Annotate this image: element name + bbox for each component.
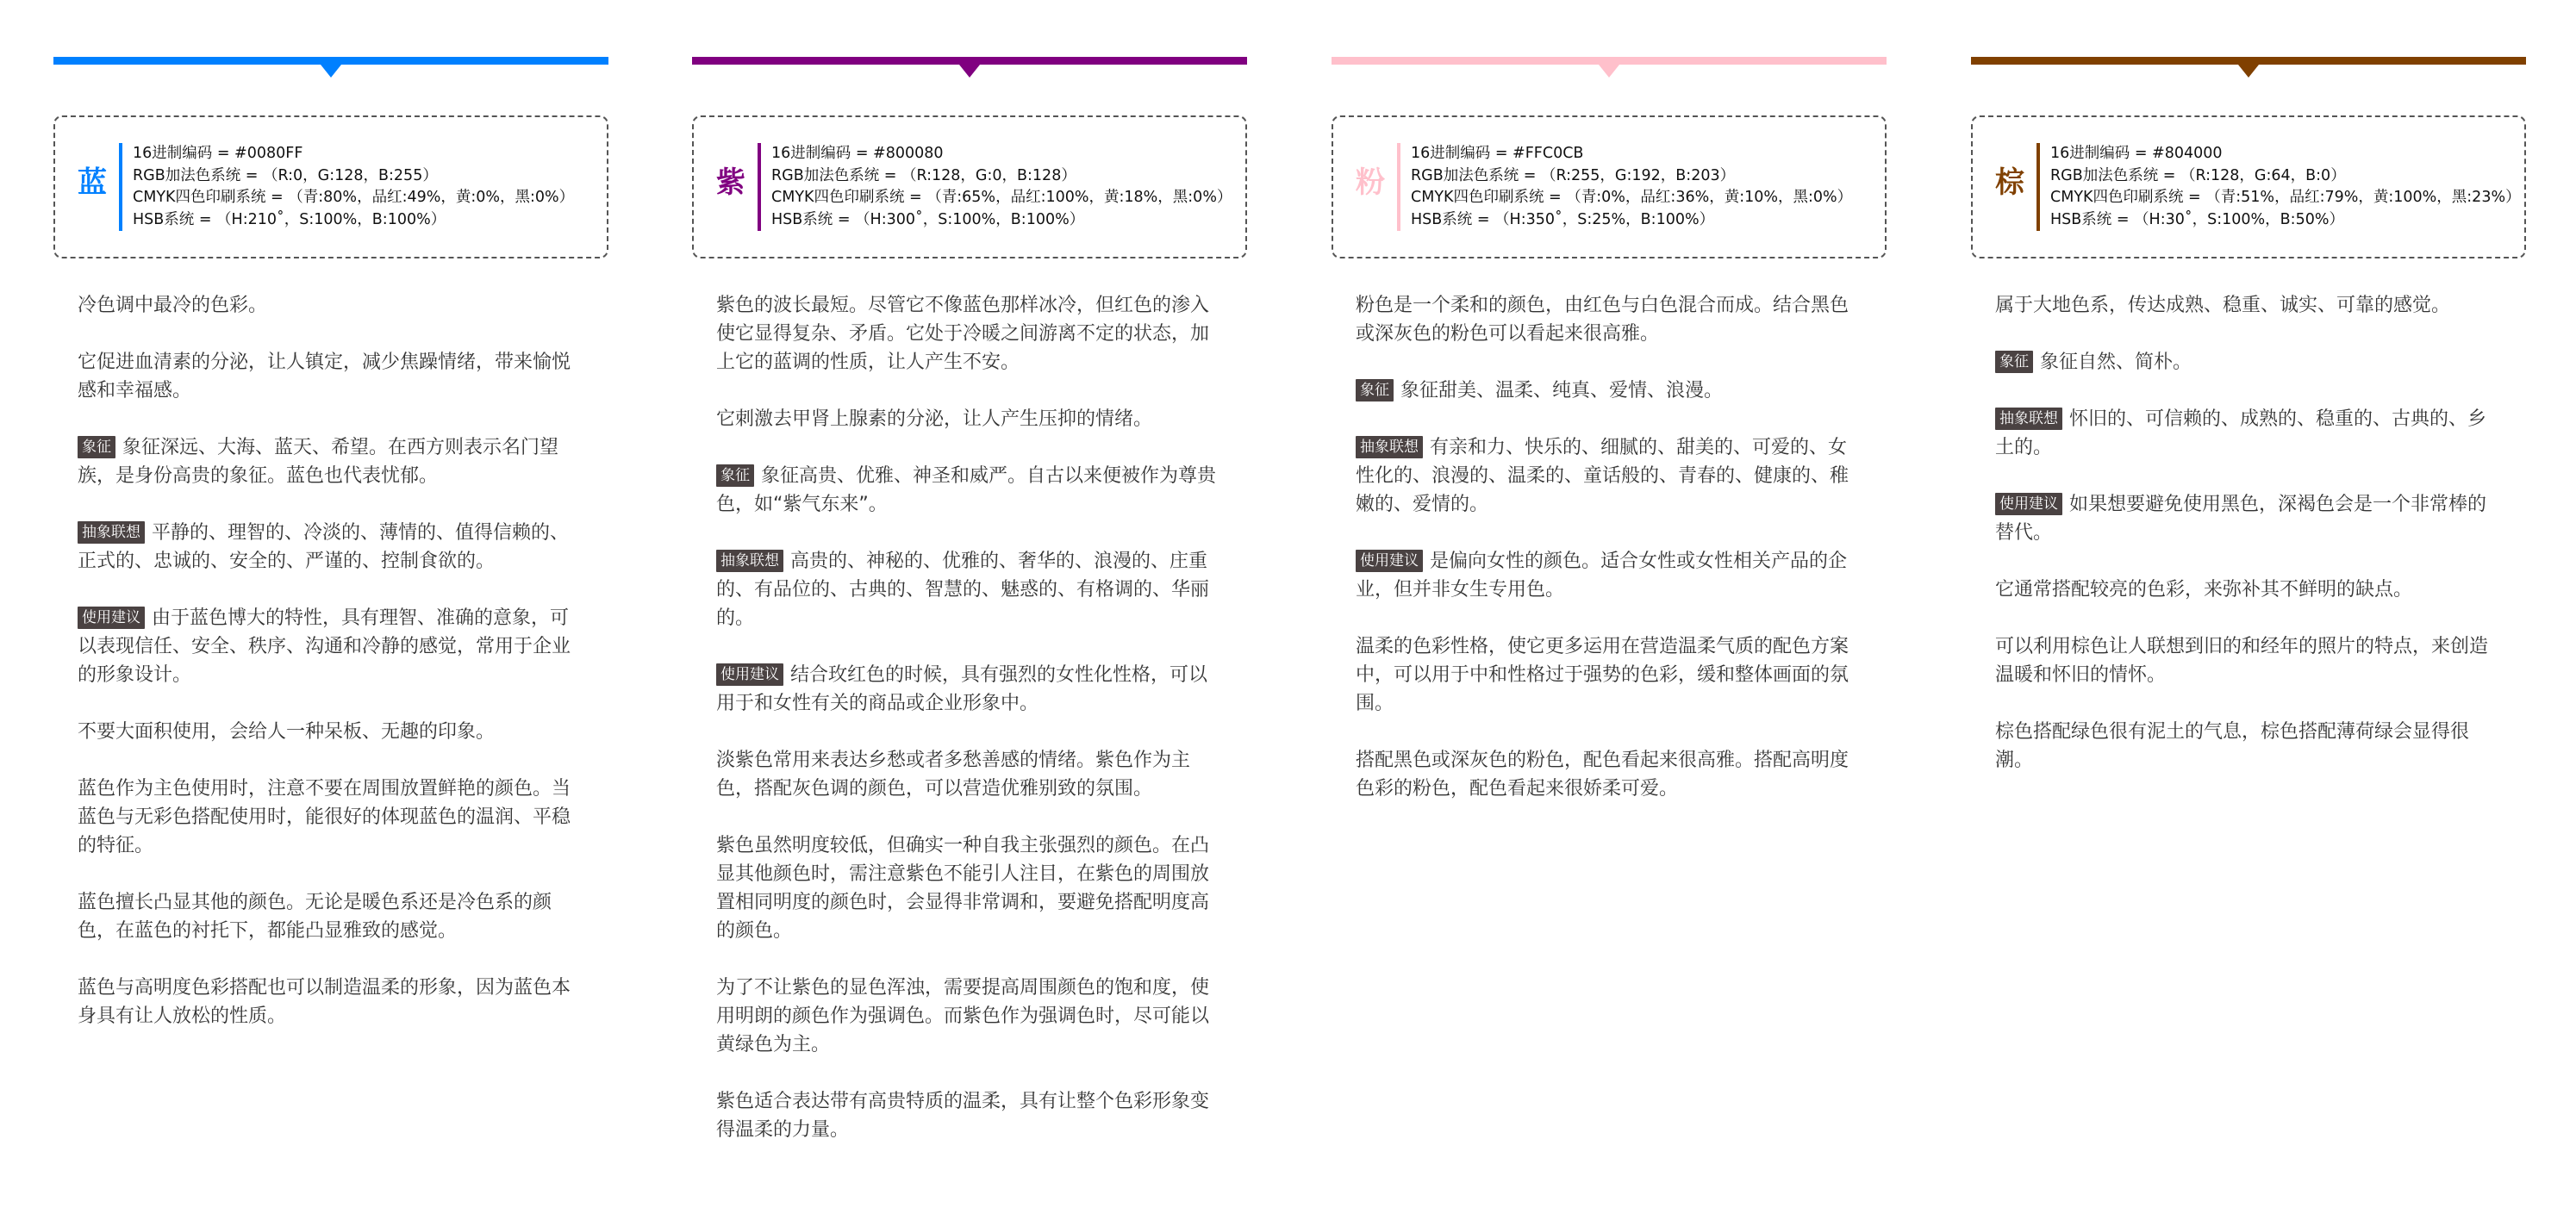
description-paragraph (1356, 746, 1859, 803)
cmyk-code-line: CMYK四色印刷系统 = （青:0%，品红:36%，黄:10%，黑:0%） (1411, 189, 1853, 206)
description-paragraph (1995, 490, 2498, 547)
color-description (716, 291, 1219, 1173)
hex-code-line: 16进制编码 = #804000 (2050, 145, 2223, 162)
description-paragraph (716, 831, 1219, 945)
color-description (78, 291, 581, 1059)
description-paragraph (1995, 348, 2498, 377)
description-paragraph (716, 974, 1219, 1059)
description-paragraph (78, 433, 581, 490)
rgb-code-line: RGB加法色系统 = （R:0，G:128，B:255） (133, 166, 438, 184)
pointer-triangle-icon (321, 65, 341, 78)
rgb-code-line: RGB加法色系统 = （R:128，G:0，B:128） (771, 166, 1076, 184)
paragraph-text: 属于大地色系，传达成熟、稳重、诚实、可靠的感觉。 (1995, 295, 2451, 316)
paragraph-text: 怀旧的、可信赖的、成熟的、稳重的、古典的、乡土的。 (1995, 408, 2487, 458)
pointer-triangle-icon (959, 65, 980, 78)
paragraph-text: 它通常搭配较亮的色彩，来弥补其不鲜明的缺点。 (1995, 579, 2413, 601)
category-tag: 象征 (1356, 379, 1394, 401)
paragraph-text: 高贵的、神秘的、优雅的、奢华的、浪漫的、庄重的、有品位的、古典的、智慧的、魅惑的、有格调的、华丽的。 (716, 551, 1210, 629)
color-codes (2050, 143, 2521, 231)
cmyk-code-line: CMYK四色印刷系统 = （青:80%，品红:49%，黄:0%，黑:0%） (133, 189, 575, 206)
hsb-code-line: HSB系统 = （H:30˚，S:100%，B:50%） (2050, 210, 2344, 228)
description-paragraph (716, 291, 1219, 377)
color-name: 棕 (1995, 165, 2024, 200)
color-codes (1411, 143, 1852, 231)
accent-divider (1397, 143, 1400, 231)
cmyk-code-line: CMYK四色印刷系统 = （青:65%，品红:100%，黄:18%，黑:0%） (771, 189, 1232, 206)
color-info-box (53, 115, 608, 258)
accent-divider (758, 143, 761, 231)
category-tag: 抽象联想 (1995, 408, 2062, 430)
paragraph-text: 有亲和力、快乐的、细腻的、甜美的、可爱的、女性化的、浪漫的、温柔的、童话般的、青春的、健康的、稚嫩的、爱情的。 (1356, 437, 1849, 515)
description-paragraph (716, 746, 1219, 803)
color-description (1356, 291, 1859, 831)
color-name: 紫 (716, 165, 745, 200)
description-paragraph (78, 775, 581, 860)
description-paragraph (1995, 291, 2498, 320)
accent-divider (2036, 143, 2040, 231)
paragraph-text: 它促进血清素的分泌，让人镇定，减少焦躁情绪，带来愉悦感和幸福感。 (78, 352, 571, 401)
description-paragraph (716, 405, 1219, 433)
color-codes (133, 143, 574, 231)
pointer-triangle-icon (1599, 65, 1619, 78)
paragraph-text: 不要大面积使用，会给人一种呆板、无趣的印象。 (78, 721, 496, 743)
description-paragraph (78, 604, 581, 689)
hex-code-line: 16进制编码 = #0080FF (133, 145, 303, 162)
description-paragraph (78, 348, 581, 405)
category-tag: 抽象联想 (78, 521, 145, 544)
paragraph-text: 由于蓝色博大的特性，具有理智、准确的意象，可以表现信任、安全、秩序、沟通和冷静的感觉，常用于企业的形象设计。 (78, 607, 571, 686)
cmyk-code-line: CMYK四色印刷系统 = （青:51%，品红:79%，黄:100%，黑:23%） (2050, 189, 2521, 206)
paragraph-text: 粉色是一个柔和的颜色，由红色与白色混合而成。结合黑色或深灰色的粉色可以看起来很高雅。 (1356, 295, 1849, 345)
paragraph-text: 蓝色作为主色使用时，注意不要在周围放置鲜艳的颜色。当蓝色与无彩色搭配使用时，能很好的体现蓝色的温润、平稳的特征。 (78, 778, 571, 856)
category-tag: 抽象联想 (1356, 436, 1423, 458)
paragraph-text: 蓝色擅长凸显其他的颜色。无论是暖色系还是冷色系的颜色，在蓝色的衬托下，都能凸显雅致的感觉。 (78, 892, 552, 942)
hex-code-line: 16进制编码 = #FFC0CB (1411, 145, 1584, 162)
color-name: 蓝 (78, 165, 107, 200)
hsb-code-line: HSB系统 = （H:300˚，S:100%，B:100%） (771, 210, 1085, 228)
description-paragraph (1356, 291, 1859, 348)
category-tag: 象征 (716, 464, 754, 487)
description-paragraph (1356, 547, 1859, 604)
category-tag: 使用建议 (1995, 493, 2062, 515)
accent-divider (119, 143, 122, 231)
category-tag: 使用建议 (716, 663, 783, 686)
accent-bar (1332, 57, 1887, 65)
paragraph-text: 象征深远、大海、蓝天、希望。在西方则表示名门望族，是身份高贵的象征。蓝色也代表忧郁。 (78, 437, 559, 487)
description-paragraph (716, 462, 1219, 519)
description-paragraph (1356, 377, 1859, 405)
color-info-box (1332, 115, 1887, 258)
description-paragraph (1995, 576, 2498, 604)
rgb-code-line: RGB加法色系统 = （R:255，G:192，B:203） (1411, 166, 1736, 184)
description-paragraph (78, 888, 581, 945)
paragraph-text: 棕色搭配绿色很有泥土的气息，棕色搭配薄荷绿会显得很潮。 (1995, 721, 2470, 771)
pointer-triangle-icon (2238, 65, 2259, 78)
description-paragraph (78, 718, 581, 746)
category-tag: 抽象联想 (716, 550, 783, 572)
description-paragraph (78, 291, 581, 320)
category-tag: 象征 (1995, 351, 2033, 373)
description-paragraph (716, 1087, 1219, 1144)
color-codes (771, 143, 1232, 231)
paragraph-text: 紫色的波长最短。尽管它不像蓝色那样冰冷，但红色的渗入使它显得复杂、矛盾。它处于冷暖之间游离不定的状态，加上它的蓝调的性质，让人产生不安。 (716, 295, 1210, 373)
description-paragraph (716, 547, 1219, 632)
paragraph-text: 紫色虽然明度较低，但确实一种自我主张强烈的颜色。在凸显其他颜色时，需注意紫色不能引人注目，在紫色的周围放置相同明度的颜色时，会显得非常调和，要避免搭配明度高的颜色。 (716, 835, 1210, 942)
hsb-code-line: HSB系统 = （H:350˚，S:25%，B:100%） (1411, 210, 1715, 228)
color-description (1995, 291, 2498, 803)
paragraph-text: 淡紫色常用来表达乡愁或者多愁善感的情绪。紫色作为主色，搭配灰色调的颜色，可以营造优雅别致的氛围。 (716, 750, 1191, 800)
color-info-box (1971, 115, 2526, 258)
accent-bar (692, 57, 1247, 65)
paragraph-text: 温柔的色彩性格，使它更多运用在营造温柔气质的配色方案中，可以用于中和性格过于强势的色彩，缓和整体画面的氛围。 (1356, 636, 1849, 714)
category-tag: 使用建议 (1356, 550, 1423, 572)
paragraph-text: 如果想要避免使用黑色，深褐色会是一个非常棒的替代。 (1995, 494, 2487, 544)
paragraph-text: 平静的、理智的、冷淡的、薄情的、值得信赖的、正式的、忠诚的、安全的、严谨的、控制食欲的。 (78, 522, 570, 572)
paragraph-text: 象征高贵、优雅、神圣和威严。自古以来便被作为尊贵色，如“紫气东来”。 (716, 465, 1217, 515)
paragraph-text: 它刺激去甲肾上腺素的分泌，让人产生压抑的情绪。 (716, 408, 1153, 430)
description-paragraph (1356, 433, 1859, 519)
paragraph-text: 是偏向女性的颜色。适合女性或女性相关产品的企业，但并非女生专用色。 (1356, 551, 1848, 601)
color-name: 粉 (1356, 165, 1385, 200)
category-tag: 象征 (78, 436, 115, 458)
hex-code-line: 16进制编码 = #800080 (771, 145, 944, 162)
paragraph-text: 为了不让紫色的显色浑浊，需要提高周围颜色的饱和度，使用明朗的颜色作为强调色。而紫色作为强调色时，尽可能以黄绿色为主。 (716, 977, 1210, 1055)
accent-bar (1971, 57, 2526, 65)
description-paragraph (716, 661, 1219, 718)
category-tag: 使用建议 (78, 607, 145, 629)
description-paragraph (78, 519, 581, 576)
paragraph-text: 冷色调中最冷的色彩。 (78, 295, 268, 316)
description-paragraph (78, 974, 581, 1030)
description-paragraph (1356, 632, 1859, 718)
paragraph-text: 可以利用棕色让人联想到旧的和经年的照片的特点，来创造温暖和怀旧的情怀。 (1995, 636, 2489, 686)
paragraph-text: 紫色适合表达带有高贵特质的温柔，具有让整个色彩形象变得温柔的力量。 (716, 1091, 1210, 1141)
accent-bar (53, 57, 608, 65)
description-paragraph (1995, 405, 2498, 462)
paragraph-text: 象征甜美、温柔、纯真、爱情、浪漫。 (1400, 380, 1724, 401)
rgb-code-line: RGB加法色系统 = （R:128，G:64，B:0） (2050, 166, 2346, 184)
color-info-box (692, 115, 1247, 258)
description-paragraph (1995, 632, 2498, 689)
paragraph-text: 结合玫红色的时候，具有强烈的女性化性格，可以用于和女性有关的商品或企业形象中。 (716, 664, 1208, 714)
paragraph-text: 蓝色与高明度色彩搭配也可以制造温柔的形象，因为蓝色本身具有让人放松的性质。 (78, 977, 571, 1027)
description-paragraph (1995, 718, 2498, 775)
hsb-code-line: HSB系统 = （H:210˚，S:100%，B:100%） (133, 210, 446, 228)
paragraph-text: 象征自然、简朴。 (2040, 352, 2192, 373)
paragraph-text: 搭配黑色或深灰色的粉色，配色看起来很高雅。搭配高明度色彩的粉色，配色看起来很娇柔可爱。 (1356, 750, 1849, 800)
